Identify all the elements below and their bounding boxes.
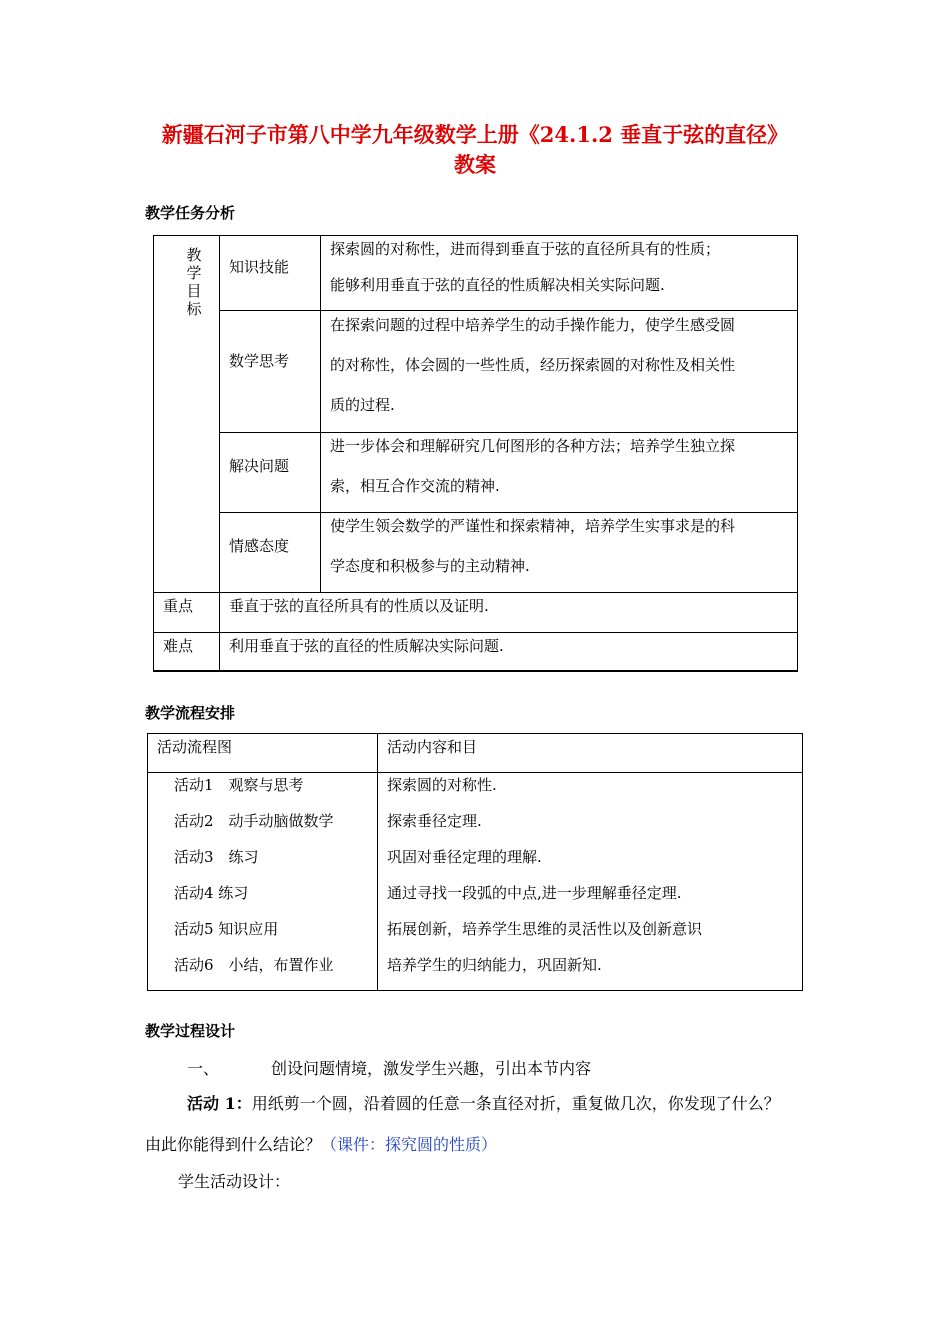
flow-row-2-activity: 活动2 动手动脑做数学	[174, 812, 334, 830]
goal-text-problem-solving-1: 进一步体会和理解研究几何图形的各种方法；培养学生独立探	[330, 437, 736, 455]
activity1-label: 活动 1：	[187, 1094, 252, 1113]
goal-text-attitude-2: 学态度和积极参与的主动精神.	[330, 557, 530, 575]
flow-row-6-activity: 活动6 小结，布置作业	[174, 956, 334, 974]
flow-row-3-content: 巩固对垂径定理的理解.	[387, 848, 542, 866]
table2-border-bottom	[147, 990, 803, 991]
goal-label-problem-solving: 解决问题	[229, 457, 290, 475]
table1-col-divider-1	[219, 235, 220, 672]
goal-text-attitude-1: 使学生领会数学的严谨性和探索精神，培养学生实事求是的科	[330, 517, 736, 535]
table2-col-divider	[377, 733, 378, 991]
flow-row-6-content: 培养学生的归纳能力，巩固新知.	[387, 956, 602, 974]
key-point-label: 重点	[163, 597, 194, 615]
activity1-line2: 由此你能得到什么结论？	[145, 1135, 322, 1154]
table2-border-right	[802, 733, 803, 991]
flow-row-4-activity: 活动4 练习	[174, 884, 249, 902]
flow-row-1-activity: 活动1 观察与思考	[174, 776, 304, 794]
goal-label-char-3: 目	[186, 282, 202, 300]
step-text: 创设问题情境，激发学生兴趣，引出本节内容	[271, 1059, 592, 1078]
flow-row-2-content: 探索垂径定理.	[387, 812, 482, 830]
section-heading-process: 教学过程设计	[145, 1022, 236, 1040]
table1-border-left	[153, 235, 154, 672]
activity1-line2-paragraph	[145, 1132, 497, 1155]
flow-row-5-activity: 活动5 知识应用	[174, 920, 279, 938]
goal-label-knowledge: 知识技能	[229, 258, 290, 276]
step-number: 一、	[187, 1059, 220, 1078]
goal-text-knowledge-1: 探索圆的对称性，进而得到垂直于弦的直径所具有的性质；	[330, 240, 721, 258]
goal-text-math-thinking-3: 质的过程.	[330, 396, 395, 414]
flow-row-4-content: 通过寻找一段弧的中点,进一步理解垂径定理.	[387, 884, 682, 902]
doc-title-line1: 新疆石河子市第八中学九年级数学上册《24.1.2 垂直于弦的直径》	[161, 122, 789, 147]
doc-title-line2: 教案	[454, 152, 496, 177]
table1-border-right	[797, 235, 798, 672]
section-heading-flow: 教学流程安排	[145, 704, 236, 722]
goal-text-knowledge-2: 能够利用垂直于弦的直径的性质解决相关实际问题.	[330, 276, 665, 294]
activity1-paragraph	[187, 1091, 780, 1114]
goal-text-math-thinking-2: 的对称性，体会圆的一些性质，经历探索圆的对称性及相关性	[330, 356, 736, 374]
section-heading-task-analysis: 教学任务分析	[145, 204, 236, 222]
goal-label-attitude: 情感态度	[229, 537, 290, 555]
goal-text-problem-solving-2: 索，相互合作交流的精神.	[330, 477, 500, 495]
table1-col-divider-2	[320, 235, 321, 592]
table2-border-left	[147, 733, 148, 991]
difficulty-text: 利用垂直于弦的直径的性质解决实际问题.	[229, 637, 504, 655]
table1-border-bottom	[153, 670, 798, 672]
goal-text-math-thinking-1: 在探索问题的过程中培养学生的动手操作能力，使学生感受圆	[330, 316, 736, 334]
goal-label-char-2: 学	[186, 264, 202, 282]
activity1-text: 用纸剪一个圆，沿着圆的任意一条直径对折，重复做几次，你发现了什么？	[251, 1094, 780, 1113]
flow-header-content: 活动内容和目	[387, 738, 478, 756]
goal-label-math-thinking: 数学思考	[229, 352, 290, 370]
flow-row-3-activity: 活动3 练习	[174, 848, 259, 866]
student-activity-design: 学生活动设计：	[178, 1172, 291, 1191]
difficulty-label: 难点	[163, 637, 194, 655]
flow-row-5-content: 拓展创新，培养学生思维的灵活性以及创新意识	[387, 920, 703, 938]
courseware-note: （课件：探究圆的性质）	[321, 1135, 498, 1154]
key-point-text: 垂直于弦的直径所具有的性质以及证明.	[229, 597, 489, 615]
flow-row-1-content: 探索圆的对称性.	[387, 776, 497, 794]
goal-label-char-1: 教	[186, 246, 202, 264]
flow-header-chart: 活动流程图	[157, 738, 233, 756]
goal-label-char-4: 标	[186, 300, 202, 318]
